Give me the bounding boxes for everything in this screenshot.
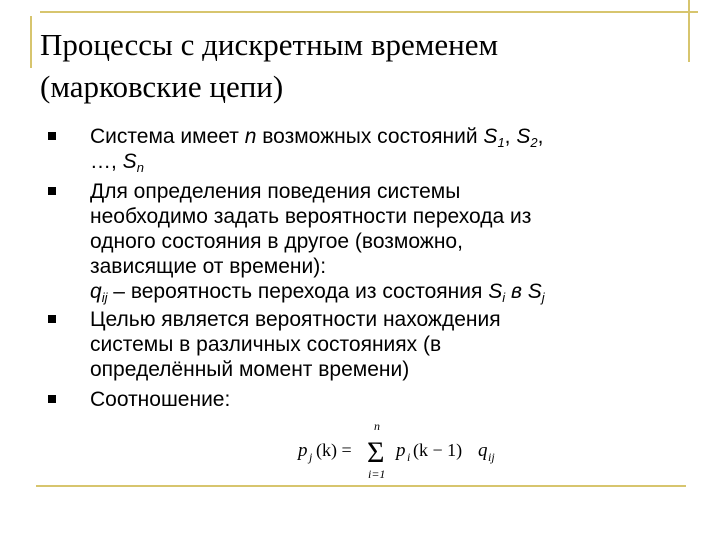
bullet-text-line: необходимо задать вероятности перехода из [90, 205, 532, 228]
formula-sum-sign: Σ [367, 436, 385, 469]
formula-lhs-arg: (k) = [316, 440, 352, 460]
bullet-text-line: Целью является вероятности нахождения [90, 308, 501, 331]
bullet-text-line: системы в различных состояниях (в [90, 333, 442, 356]
bullet-square-icon [48, 395, 56, 403]
formula-rhs-qsub: ij [488, 450, 495, 464]
bullet-text-line: Для определения поведения системы [90, 180, 461, 203]
list-item [48, 307, 688, 382]
top-rule [40, 11, 698, 13]
formula-rhs-q: q [478, 440, 488, 461]
slide-title [40, 24, 680, 108]
list-item [48, 387, 688, 412]
list-item [48, 179, 688, 304]
bullet-text-line: зависящие от времени): [90, 255, 327, 278]
formula-rhs-p: p [396, 440, 406, 461]
bullet-text-line: …, $S_n$ [90, 150, 144, 175]
list-item [48, 124, 688, 174]
bottom-rule [36, 485, 686, 487]
left-vertical-rule [30, 16, 32, 68]
bullet-square-icon [48, 315, 56, 323]
formula-lhs-sub: j [309, 450, 313, 464]
formula-rhs-sub: i [407, 450, 411, 464]
slide-title-line1: Процессы с дискретным временем [40, 27, 499, 62]
bullet-text-line: Соотношение: [90, 388, 231, 411]
formula-rhs-arg: (k − 1) [413, 440, 463, 460]
bullet-square-icon [48, 132, 56, 140]
bullet-text-line: одного состояния в другое (возможно, [90, 230, 463, 253]
bullet-text-line: Система имеет n возможных состояний $S_1$, $S_2$, [90, 125, 544, 150]
formula-sum-top: n [374, 419, 380, 433]
formula-lhs-p: p [298, 440, 308, 461]
transition-formula [296, 418, 526, 482]
bullet-text-line: определённый момент времени) [90, 358, 410, 381]
right-vertical-rule [688, 0, 690, 62]
bullet-square-icon [48, 187, 56, 195]
slide-title-line2: (марковские цепи) [40, 69, 284, 104]
formula-sum-bottom: i=1 [368, 467, 386, 481]
formula-svg [296, 418, 526, 482]
bullet-list [48, 124, 688, 412]
bullet-text-line: $q_{ij}$ – вероятность перехода из состояния $S_i$ в $S_j$ [90, 280, 545, 305]
